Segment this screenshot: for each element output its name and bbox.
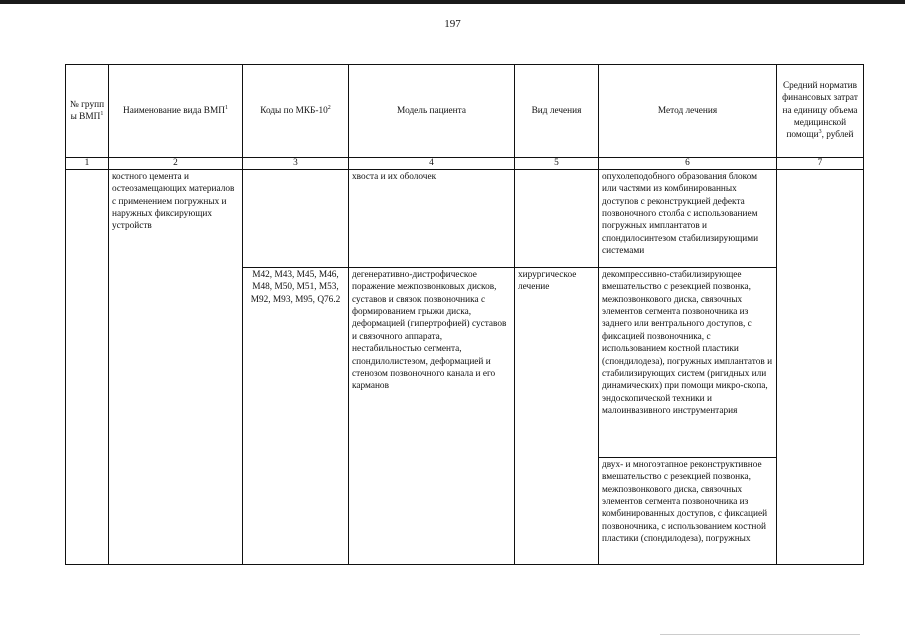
treatment-method-cell: декомпрессивно-стабилизирующее вмешательство с резекцией позвонка, межпозвонкового диска, связочных элементов сегмента позвоночника из заднего или вентрального доступов, с фиксацией позвоночника, с использованием костной пластики (спондилодеза), погружных имплантатов и стабилизирующих систем (ригидных или динамических) при помощи микро-скопа, эндоскопической техники и малоинвазивного инструментария [599, 268, 777, 458]
table-header-row [66, 65, 864, 158]
column-number: 1 [66, 158, 109, 170]
column-number: 3 [243, 158, 349, 170]
treatment-type-cell: хирургическое лечение [515, 268, 599, 565]
header-group-number: № групп ы ВМП$^1$ [66, 65, 109, 158]
treatment-type-cell [515, 170, 599, 268]
vmp-table [65, 64, 864, 565]
average-cost-cell [777, 170, 864, 565]
column-number: 5 [515, 158, 599, 170]
page-number: 197 [444, 18, 461, 30]
header-mkb-codes: Коды по МКБ-$10^2$ [243, 65, 349, 158]
header-average-cost: Средний норматив финансовых затрат на единицу объема медицинской помощи$^3$, рублей [777, 65, 864, 158]
group-number-cell [66, 170, 109, 565]
column-number: 6 [599, 158, 777, 170]
scan-top-edge [0, 0, 905, 4]
treatment-method-cell: двух- и многоэтапное реконструктивное вмешательство с резекцией позвонка, межпозвонкового диска, связочных элементов сегмента позвоночника из комбинированных доступов, с фиксацией позвоночника, с использованием костной пластики (спондилодеза), погружных [599, 458, 777, 565]
mkb-codes-cell: M42, M43, M45, M46, M48, M50, M51, M53, M92, M93, M95, Q76.2 [243, 268, 349, 565]
treatment-method-cell: опухолеподобного образования блоком или частями из комбинированных доступов с реконструкцией дефекта позвоночного столба с использованием погружных имплантатов и спондилосинтезом стабилизирующими системами [599, 170, 777, 268]
column-number: 7 [777, 158, 864, 170]
column-number: 2 [109, 158, 243, 170]
vmp-name-cell: костного цемента и остеозамещающих материалов с применением погружных и наружных фиксирующих устройств [109, 170, 243, 565]
patient-model-cell: дегенеративно-дистрофическое поражение межпозвонковых дисков, суставов и связок позвоночника с формированием грыжи диска, деформацией (гипертрофией) суставов и связочного аппарата, нестабильностью сегмента, спондилолистезом, деформацией и стенозом позвоночного канала и его карманов [349, 268, 515, 565]
column-number: 4 [349, 158, 515, 170]
header-treatment-type: Вид лечения [515, 65, 599, 158]
patient-model-cell: хвоста и их оболочек [349, 170, 515, 268]
header-vmp-name: Наименование вида ВМП$^1$ [109, 65, 243, 158]
header-patient-model: Модель пациента [349, 65, 515, 158]
scan-artifact-line [660, 634, 860, 635]
mkb-codes-cell [243, 170, 349, 268]
header-treatment-method: Метод лечения [599, 65, 777, 158]
column-number-row [66, 158, 864, 170]
table-row [66, 170, 864, 268]
